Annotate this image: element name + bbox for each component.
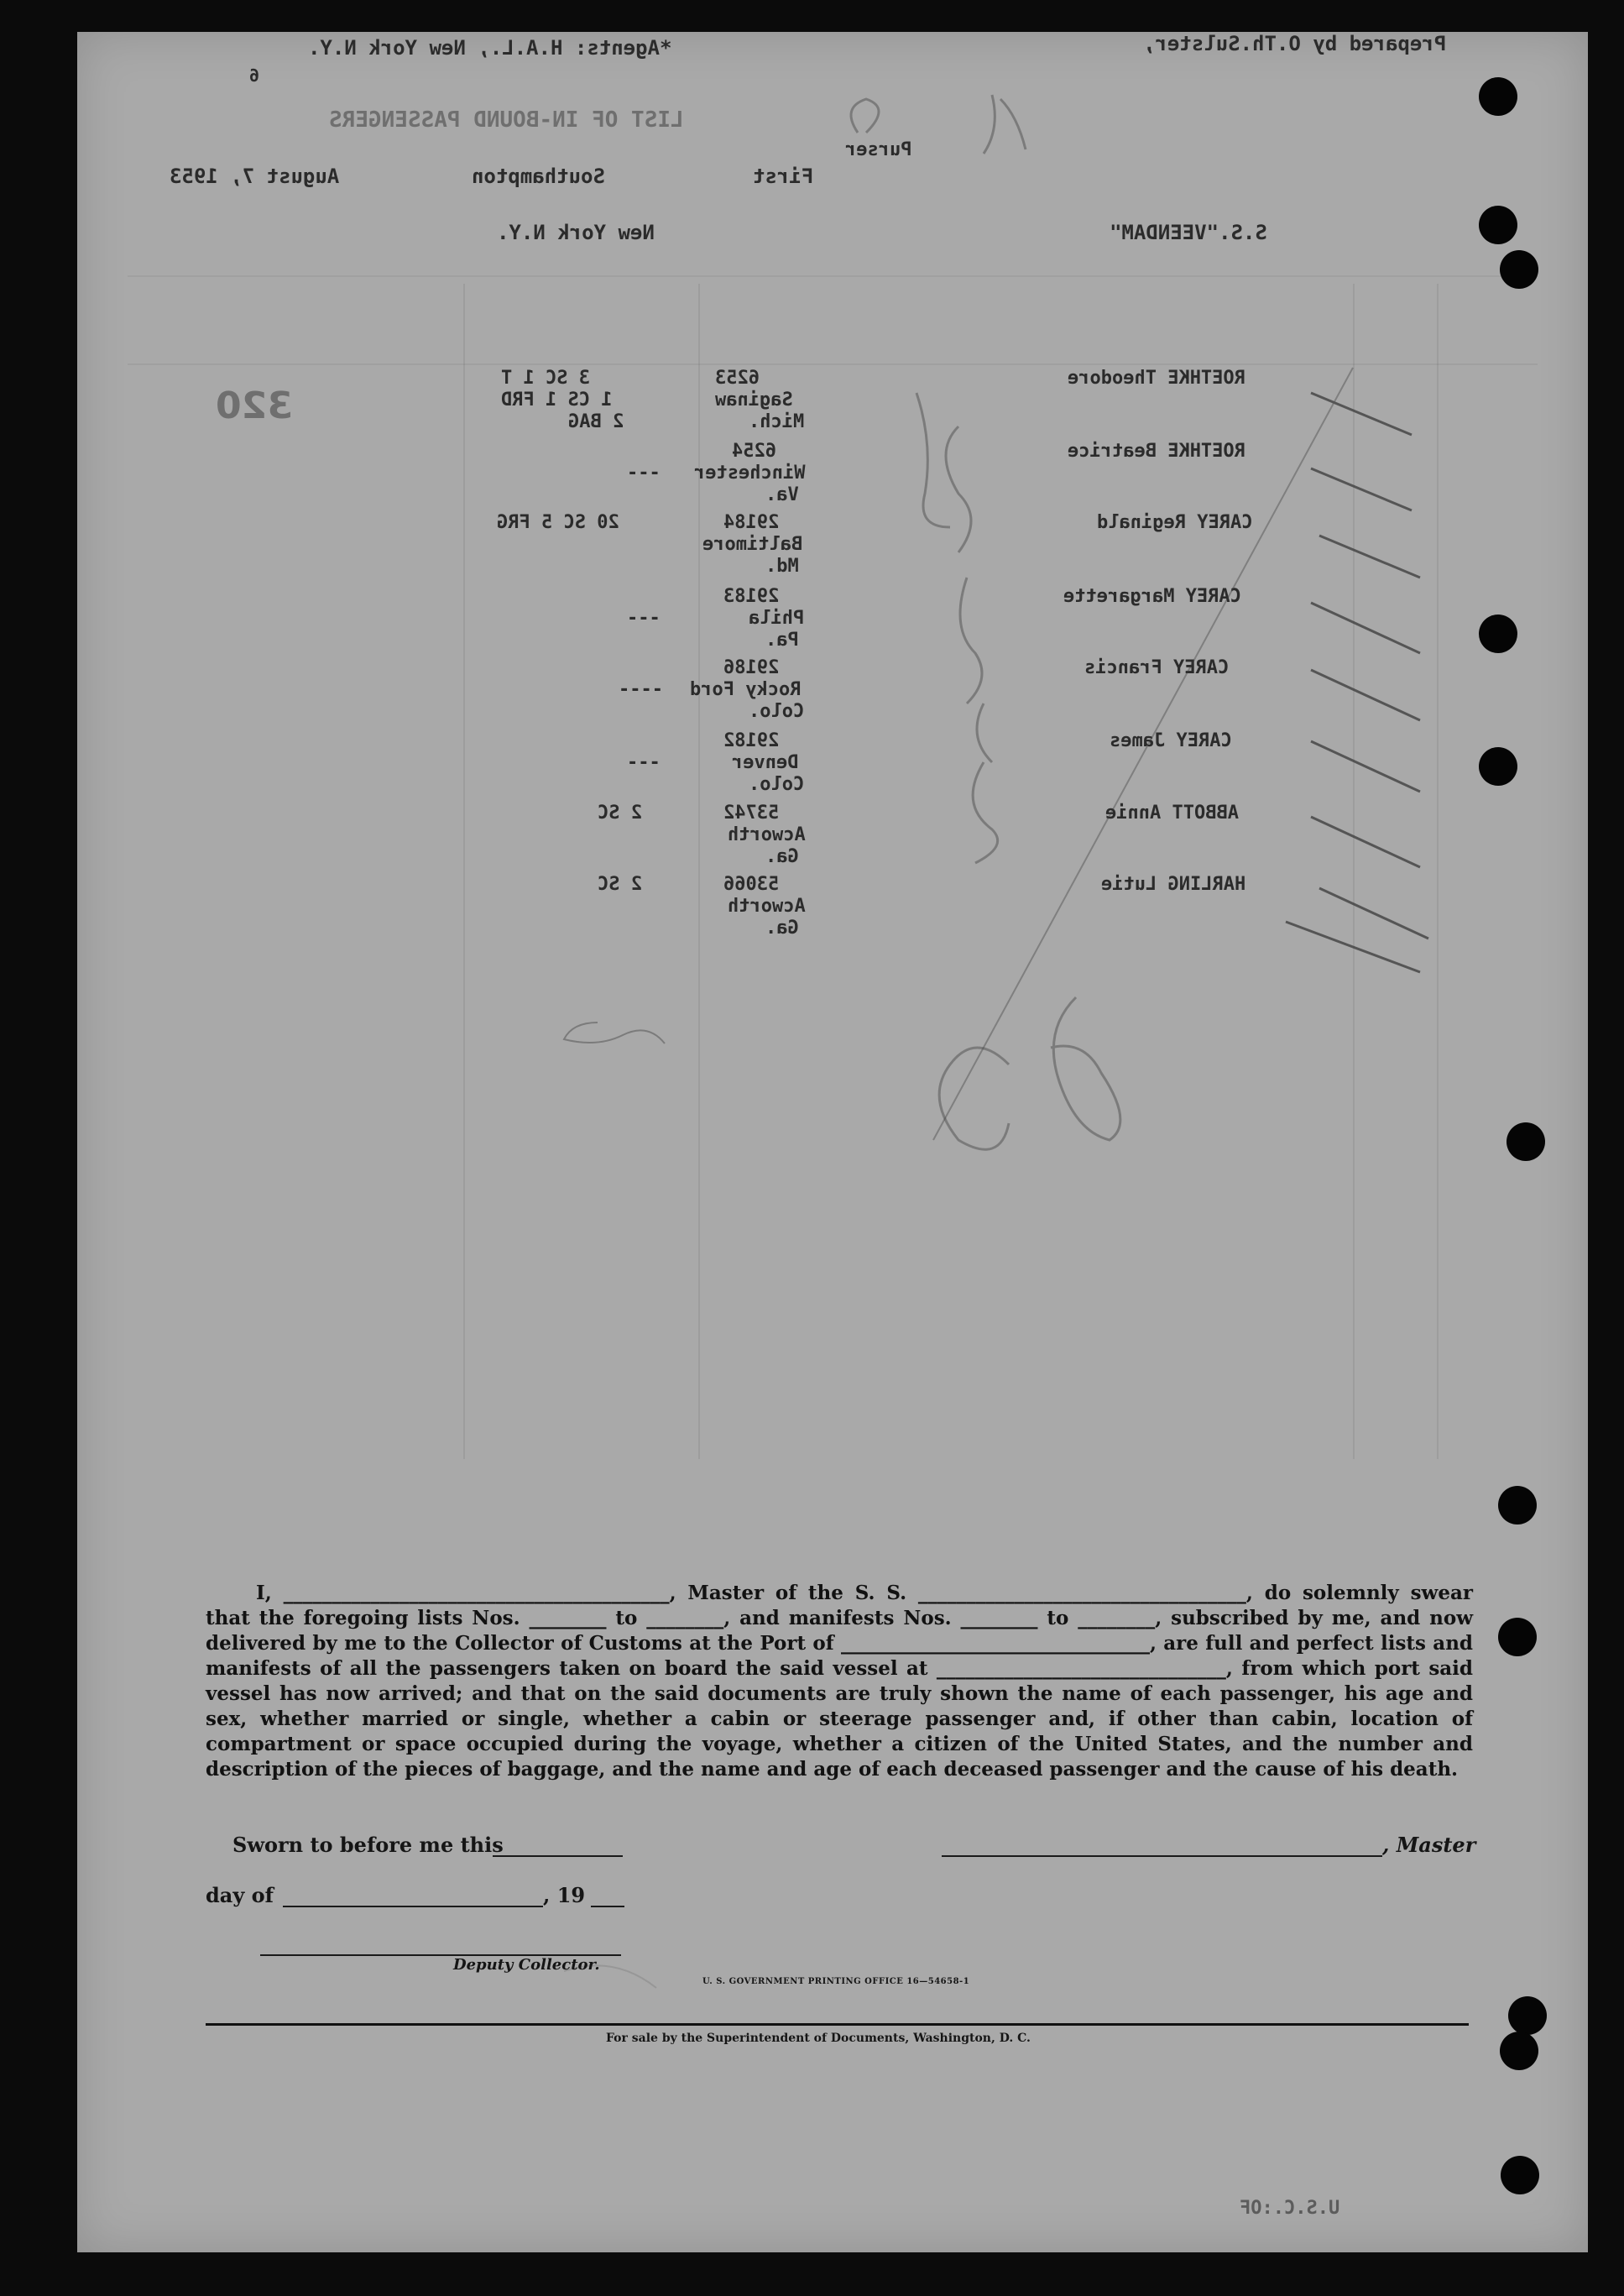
voyage-class: First bbox=[753, 165, 814, 188]
passenger-name: ABBOTT Annie bbox=[1105, 803, 1239, 824]
punch-hole bbox=[1479, 615, 1517, 653]
punch-hole bbox=[1498, 1618, 1537, 1656]
corner-mark: U.S.C.:OF bbox=[1240, 2198, 1340, 2219]
baggage-entry: 1 CS 1 FRD bbox=[501, 390, 613, 411]
punch-hole bbox=[1507, 1122, 1545, 1161]
voyage-port: Southampton bbox=[472, 165, 605, 188]
passenger-city: Winchester bbox=[694, 463, 806, 484]
faded-title: LIST OF IN-BOUND PASSENGERS bbox=[329, 107, 684, 133]
vessel-name: S.S."VEENDAM" bbox=[1110, 221, 1267, 244]
baggage-entry: ---- bbox=[619, 679, 663, 700]
passenger-city: Acworth bbox=[728, 896, 806, 917]
passenger-city: Saginaw bbox=[715, 390, 793, 411]
passenger-name: ROETHKE Theodore bbox=[1068, 368, 1245, 389]
passenger-name: ROETHKE Beatrice bbox=[1068, 441, 1245, 462]
punch-hole bbox=[1500, 2032, 1538, 2070]
baggage-entry: 2 BAG bbox=[568, 411, 624, 432]
year-label: , 19 bbox=[543, 1883, 586, 1907]
passenger-number: 29183 bbox=[723, 586, 780, 607]
punch-hole bbox=[1479, 206, 1517, 244]
passenger-state: Md. bbox=[765, 556, 799, 577]
voyage-date: August 7, 1953 bbox=[170, 165, 340, 188]
passenger-city: Acworth bbox=[728, 824, 806, 845]
oath-text: I, ________________________________________, Master of the S. S. __________________________________, do solemnly swear that the foregoing lists Nos. ________ to ________, and manifests Nos. ________ to ________, subscribed by me, and now delivered by me to the Collector of Customs at the Port of ________________________________, are full and perfect lists and manifests of all the passengers taken on board the said vessel at ______________________________, from which port said vessel has now arrived; and that on the said documents are truly shown the name of each passenger, his age and sex, whether married or single, whether a cabin or steerage passenger and, if other than cabin, location of compartment or space occupied during the voyage, whether a citizen of the United States, and the number and description of the pieces of baggage, and the name and age of each deceased passenger and the cause of his death. bbox=[206, 1582, 1473, 1781]
passenger-number: 53742 bbox=[723, 803, 780, 824]
punch-hole bbox=[1501, 2156, 1539, 2194]
purser-label: Purser bbox=[845, 139, 912, 160]
baggage-entry: --- bbox=[627, 752, 661, 773]
passenger-state: Pa. bbox=[765, 630, 799, 651]
page-marker: 6 bbox=[249, 65, 260, 86]
passenger-state: Mich. bbox=[749, 411, 805, 432]
master-label: , Master bbox=[1382, 1833, 1476, 1857]
for-sale-note: For sale by the Superintendent of Documents, Washington, D. C. bbox=[606, 2032, 1031, 2045]
manifest-sheet bbox=[77, 32, 1588, 2252]
baggage-entry: 3 SC 1 T bbox=[501, 368, 590, 389]
baggage-entry: 20 SC 5 FRG bbox=[497, 512, 619, 533]
printing-office: U. S. GOVERNMENT PRINTING OFFICE 16—54658-1 bbox=[702, 1977, 970, 1986]
passenger-name: CAREY Francis bbox=[1084, 657, 1230, 678]
sworn-label: Sworn to before me this bbox=[232, 1833, 504, 1857]
arrival-port: New York N.Y. bbox=[497, 221, 655, 244]
passenger-state: Ga. bbox=[765, 846, 799, 867]
punch-hole bbox=[1479, 77, 1517, 116]
passenger-name: CAREY Margarette bbox=[1063, 586, 1241, 607]
passenger-name: HARLING Lutie bbox=[1101, 874, 1246, 895]
passenger-state: Colo. bbox=[749, 701, 805, 722]
prepared-by: Prepared by O.Th.Sulster, bbox=[1143, 32, 1447, 55]
stamp-number: 320 bbox=[216, 384, 293, 427]
day-of-label: day of bbox=[206, 1883, 274, 1907]
day-of-line bbox=[283, 1906, 543, 1907]
passenger-number: 29186 bbox=[723, 657, 780, 678]
passenger-number: 29182 bbox=[723, 730, 780, 751]
punch-hole bbox=[1508, 1996, 1547, 2035]
agents-line: *Agents: H.A.L., New York N.Y. bbox=[308, 36, 672, 60]
baggage-entry: 2 SC bbox=[598, 803, 642, 824]
master-signature-line bbox=[942, 1855, 1382, 1857]
pencil-marks bbox=[77, 32, 1588, 2252]
passenger-state: Va. bbox=[765, 484, 799, 505]
passenger-name: CAREY James bbox=[1110, 730, 1232, 751]
punch-hole bbox=[1498, 1486, 1537, 1525]
passenger-number: 6253 bbox=[715, 368, 760, 389]
footer-rule bbox=[206, 2023, 1469, 2026]
passenger-state: Ga. bbox=[765, 918, 799, 939]
passenger-number: 53066 bbox=[723, 874, 780, 895]
passenger-state: Colo. bbox=[749, 774, 805, 795]
punch-hole bbox=[1479, 747, 1517, 786]
passenger-city: Baltimore bbox=[702, 534, 803, 555]
passenger-number: 6254 bbox=[732, 441, 776, 462]
baggage-entry: 2 SC bbox=[598, 874, 642, 895]
passenger-city: Denver bbox=[732, 752, 799, 773]
year-line bbox=[591, 1906, 624, 1907]
passenger-city: Phila bbox=[749, 608, 805, 629]
deputy-collector-label: Deputy Collector. bbox=[453, 1956, 600, 1974]
passenger-number: 29184 bbox=[723, 512, 780, 533]
baggage-entry: --- bbox=[627, 463, 661, 484]
passenger-city: Rocky Ford bbox=[690, 679, 802, 700]
passenger-name: CAREY Reginald bbox=[1097, 512, 1253, 533]
sworn-date-line bbox=[493, 1855, 623, 1857]
punch-hole bbox=[1500, 250, 1538, 289]
baggage-entry: --- bbox=[627, 608, 661, 629]
oath-block bbox=[206, 1581, 1473, 1782]
